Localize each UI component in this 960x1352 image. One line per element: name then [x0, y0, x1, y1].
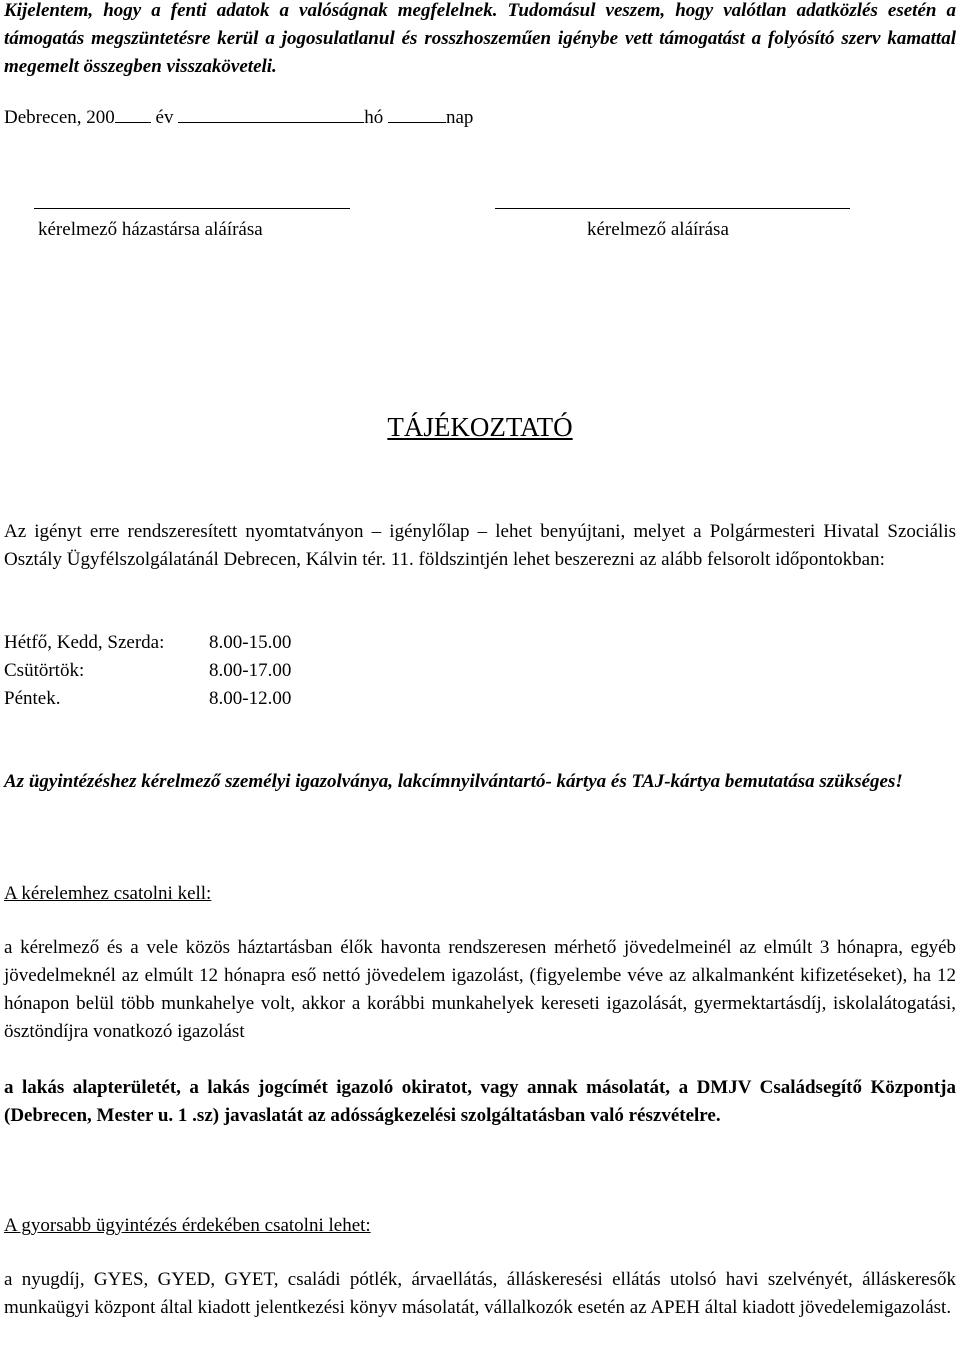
- hours-row: [4, 657, 291, 685]
- hours-day: Péntek.: [4, 688, 61, 709]
- documents-notice: Az ügyintézéshez kérelmező személyi igazolványa, lakcímnyilvántartó- kártya és TAJ-kártya bemutatása szükséges!: [4, 771, 903, 792]
- office-hours: [4, 629, 291, 713]
- faster-paragraph: a nyugdíj, GYES, GYED, GYET, családi pótlék, árvaellátás, álláskeresési ellátás utolsó havi szelvényét, álláskeresők munkaügyi központ által kiadott jelentkezési könyv másolatát, vállalkozók esetén az APEH által kiadott jövedelemigazolást.: [4, 1269, 956, 1318]
- page-title: TÁJÉKOZTATÓ: [387, 412, 573, 442]
- applicant-signature-line: [495, 208, 850, 209]
- month-blank: [178, 104, 364, 123]
- attach-bold-paragraph: a lakás alapterületét, a lakás jogcímét igazoló okiratot, vagy annak másolatát, a DMJV Családsegítő Központja (Debrecen, Mester u. 1 .sz) javaslatát az adósságkezelési szolgáltatásban való részvételre.: [4, 1077, 956, 1126]
- attach-heading: A kérelemhez csatolni kell:: [4, 883, 212, 904]
- hours-row: [4, 685, 291, 713]
- date-line: [4, 104, 473, 132]
- hours-time: 8.00-17.00: [209, 660, 292, 681]
- year-blank: [115, 104, 151, 123]
- day-word: nap: [445, 107, 474, 128]
- spouse-signature-line: [34, 208, 350, 209]
- day-blank: [388, 104, 446, 123]
- faster-heading: A gyorsabb ügyintézés érdekében csatolni lehet:: [4, 1215, 371, 1236]
- attach-paragraph: a kérelmező és a vele közös háztartásban élők havonta rendszeresen mérhető jövedelmeinél az elmúlt 3 hónapra, egyéb jövedelmeknél az elmúlt 12 hónapra eső nettó jövedelem igazolást, (figyelembe véve az alkalmanként kifizetéseket), ha 12 hónapon belül több munkahelye volt, akkor a korábbi munkahelyek kereseti igazolását, gyermektartásdíj, iskolalátogatási, ösztöndíjra vonatkozó igazolást: [4, 937, 956, 1042]
- date-prefix: Debrecen, 200: [4, 107, 115, 128]
- hours-time: 8.00-15.00: [209, 632, 292, 653]
- applicant-signature-label: kérelmező aláírása: [587, 219, 729, 240]
- year-word: év: [155, 107, 174, 128]
- hours-day: Hétfő, Kedd, Szerda:: [4, 632, 165, 653]
- hours-day: Csütörtök:: [4, 660, 85, 681]
- hours-time: 8.00-12.00: [209, 688, 292, 709]
- spouse-signature-label: kérelmező házastársa aláírása: [38, 219, 263, 240]
- declaration-paragraph: Kijelentem, hogy a fenti adatok a valóságnak megfelelnek. Tudomásul veszem, hogy valótlan adatközlés esetén a támogatás megszüntetésre kerül a jogosulatlanul és rosszhoszeműen igénybe vett támogatást a folyósító szerv kamattal megemelt összegben visszaköveteli.: [4, 0, 956, 77]
- intro-paragraph: Az igényt erre rendszeresített nyomtatványon – igénylőlap – lehet benyújtani, melyet a Polgármesteri Hivatal Szociális Osztály Ügyfélszolgálatánál Debrecen, Kálvin tér. 11. földszintjén lehet beszerezni az alább felsorolt időpontokban:: [4, 521, 956, 570]
- month-word: hó: [364, 107, 384, 128]
- hours-row: [4, 629, 291, 657]
